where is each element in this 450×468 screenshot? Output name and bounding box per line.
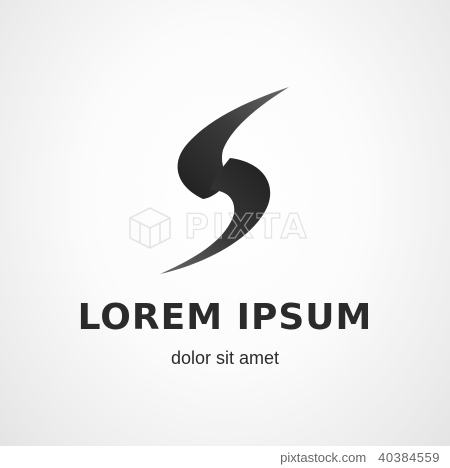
watermark-cube-icon bbox=[124, 204, 176, 250]
stock-watermark bbox=[124, 200, 334, 254]
footer-image-id: 40384559 bbox=[378, 449, 440, 465]
footer-site-label: pixtastock.com bbox=[280, 449, 367, 465]
footer-bar bbox=[0, 446, 450, 468]
watermark-text: PIXTA bbox=[184, 207, 310, 247]
brand-tagline: dolor sit amet bbox=[170, 348, 280, 368]
brand-title: LOREM IPSUM bbox=[77, 297, 373, 338]
